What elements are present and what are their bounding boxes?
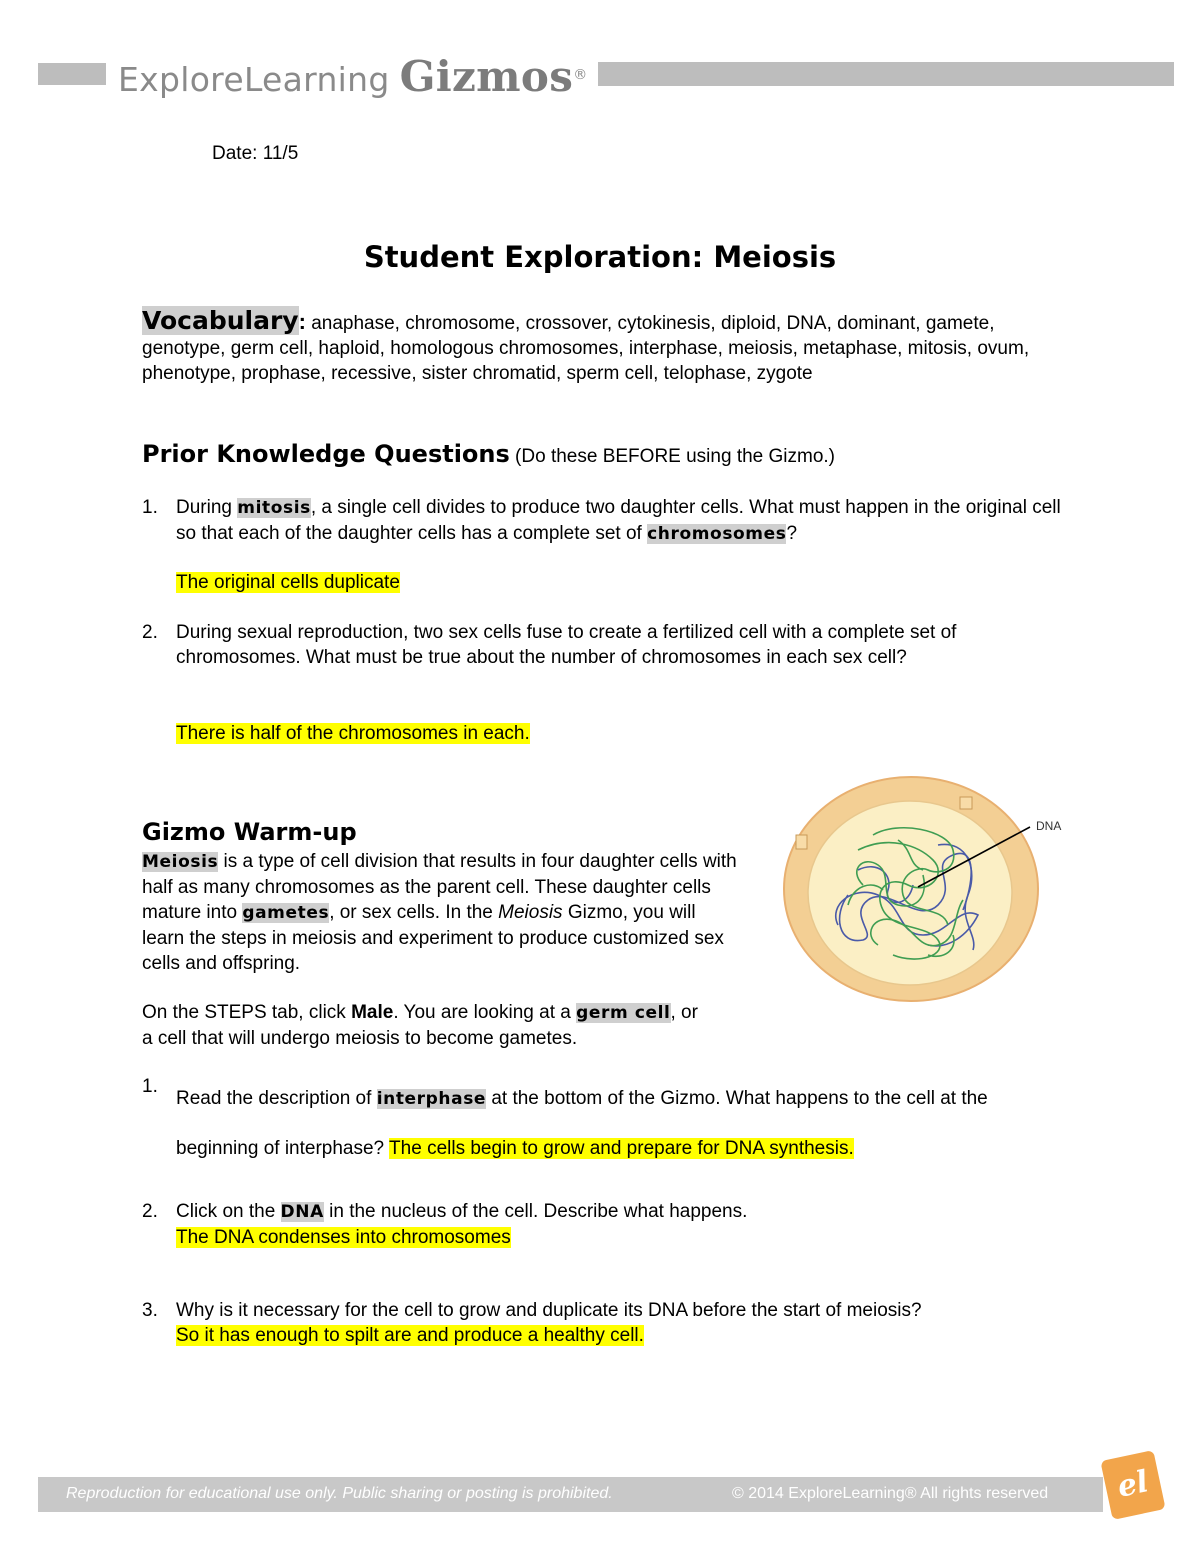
- prior-answer-1: The original cells duplicate: [176, 572, 400, 593]
- footer-disclaimer: Reproduction for educational use only. Public sharing or posting is prohibited.: [66, 1485, 613, 1502]
- vocabulary-terms: anaphase, chromosome, crossover, cytokinesis, diploid, DNA, dominant, gamete, genotype, germ cell, haploid, homologous chromosomes, interphase, meiosis, metaphase, mitosis, ovum, phenotype, prophase, recessive, sister chromatid, sperm cell, telophase, zygote: [142, 313, 1030, 384]
- vocabulary-heading: Vocabulary: [142, 306, 299, 335]
- keyword-germ-cell: germ cell: [576, 1003, 671, 1023]
- dna-label: DNA: [1036, 819, 1062, 833]
- keyword-gametes: gametes: [242, 903, 330, 923]
- header-bar-left: [38, 63, 106, 85]
- organelle: [796, 835, 807, 849]
- header-bar-right: [598, 62, 1174, 86]
- warmup-answer-1: The cells begin to grow and prepare for DNA synthesis.: [389, 1138, 854, 1159]
- prior-question-2: 2. During sexual reproduction, two sex cells fuse to create a fertilized cell with a complete set of chromosomes. What must be true about the number of chromosomes in each sex cell?: [142, 622, 957, 668]
- warmup-question-1: 1. Read the description of interphase at the bottom of the Gizmo. What happens to the cell at the beginning of interphase? The cells begin to grow and prepare for DNA synthesis.: [142, 1076, 988, 1159]
- warmup-heading: Gizmo Warm-up: [142, 818, 357, 846]
- explorelearning-el-logo: el: [1100, 1450, 1165, 1520]
- keyword-dna: DNA: [280, 1202, 324, 1222]
- vocabulary-section: Vocabulary: anaphase, chromosome, crossover, cytokinesis, diploid, DNA, dominant, gamete, genotype, germ cell, haploid, homologous chromosomes, interphase, meiosis, metaphase, mitosis, ovum, phenotype, prophase, recessive, sister chromatid, sperm cell, telophase, zygote: [142, 306, 1030, 384]
- prior-question-1: 1. During mitosis, a single cell divides to produce two daughter cells. What must happen in the original cell so that each of the daughter cells has a complete set of chromosomes?: [142, 497, 1061, 544]
- footer-copyright: © 2014 ExploreLearning® All rights reserved: [732, 1485, 1049, 1502]
- keyword-meiosis: Meiosis: [142, 852, 219, 872]
- warmup-paragraph-1: Meiosis is a type of cell division that results in four daughter cells with half as many chromosomes as the parent cell. These daughter cells mature into gametes, or sex cells. In the Meiosis Gizmo, you will learn the steps in meiosis and experiment to produce customized sex cells and offspring.: [142, 851, 737, 974]
- page-title: Student Exploration: Meiosis: [363, 240, 837, 274]
- warmup-answer-3: So it has enough to spilt are and produce a healthy cell.: [176, 1325, 644, 1346]
- explorelearning-gizmos-logo: ExploreLearning Gizmos®: [118, 52, 588, 101]
- prior-answer-2: There is half of the chromosomes in each.: [176, 723, 530, 744]
- organelle: [960, 797, 972, 809]
- warmup-question-2: 2. Click on the DNA in the nucleus of the cell. Describe what happens. The DNA condenses into chromosomes: [142, 1201, 748, 1248]
- warmup-question-3: 3. Why is it necessary for the cell to grow and duplicate its DNA before the start of meiosis? So it has enough to spilt are and produce a healthy cell.: [142, 1300, 922, 1346]
- keyword-mitosis: mitosis: [237, 498, 311, 518]
- prior-knowledge-heading: Prior Knowledge Questions (Do these BEFORE using the Gizmo.): [142, 440, 836, 468]
- warmup-answer-2: The DNA condenses into chromosomes: [176, 1227, 511, 1248]
- warmup-paragraph-2: On the STEPS tab, click Male. You are looking at a germ cell, or a cell that will undergo meiosis to become gametes.: [142, 1002, 698, 1049]
- cell-dna-figure: [778, 775, 1078, 1025]
- keyword-interphase: interphase: [376, 1089, 487, 1109]
- keyword-chromosomes: chromosomes: [647, 524, 787, 544]
- date-line: Date: 11/5: [212, 143, 299, 164]
